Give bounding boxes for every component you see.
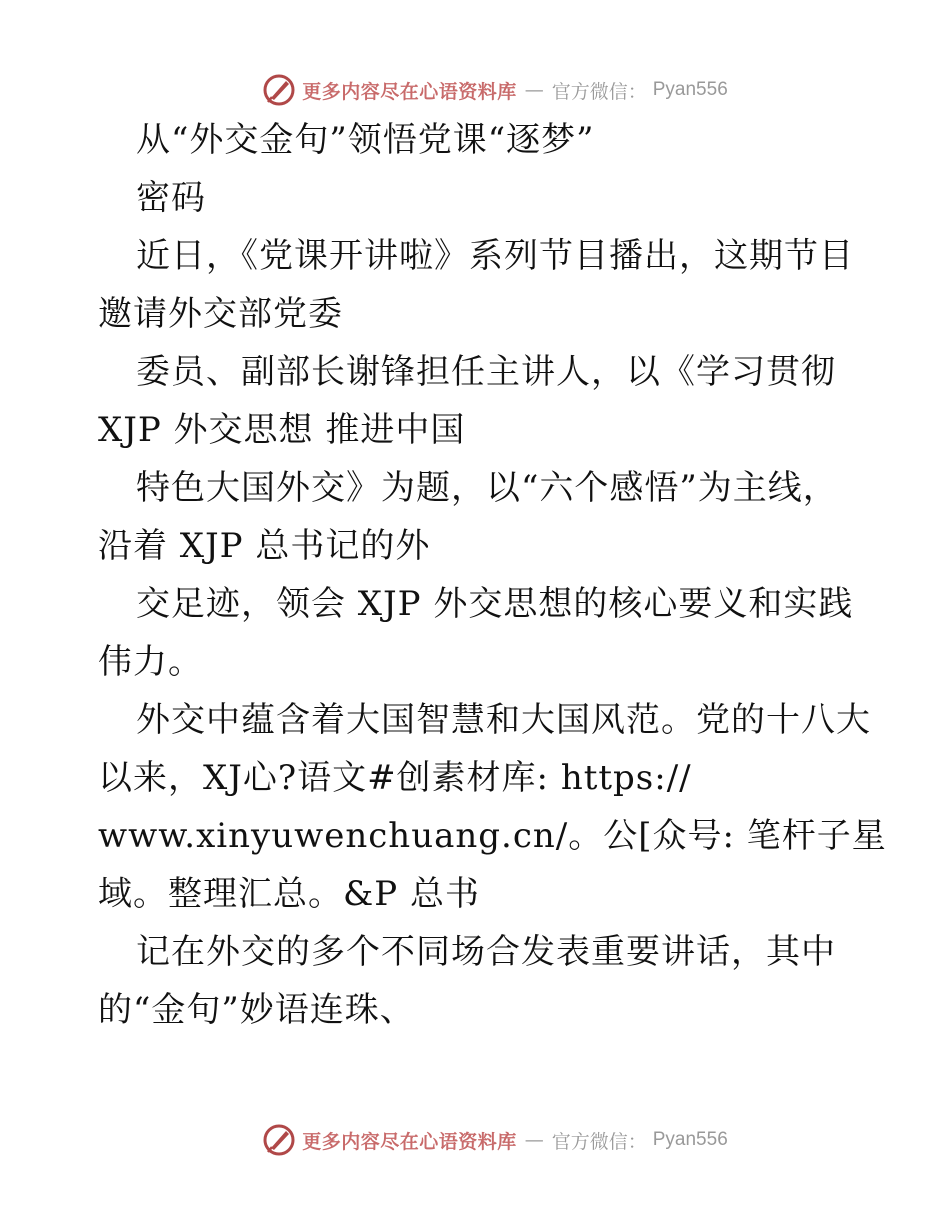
quill-logo-icon	[262, 73, 296, 107]
paragraph-line: 沿着 XJP 总书记的外	[98, 526, 431, 566]
document-title-line-1: 从“外交金句”领悟党课“逐梦”	[136, 120, 595, 160]
paragraph-line: 委员、副部长谢锋担任主讲人，以《学习贯彻	[136, 352, 836, 392]
quill-logo-icon	[262, 1123, 296, 1157]
banner-contact-id: Pyan556	[652, 79, 728, 100]
banner-brand-text: 更多内容尽在心语资料库	[302, 80, 517, 103]
banner-contact-label: 官方微信：	[551, 1130, 647, 1153]
paragraph-line: 外交中蕴含着大国智慧和大国风范。党的十八大	[136, 700, 871, 740]
header-banner	[0, 70, 950, 110]
footer-banner	[0, 1120, 950, 1160]
banner-contact-label: 官方微信：	[551, 80, 647, 103]
paragraph-line: 伟力。	[98, 642, 203, 682]
banner-separator: —	[524, 1129, 544, 1151]
banner-brand-text: 更多内容尽在心语资料库	[302, 1130, 517, 1153]
paragraph-line: 交足迹，领会 XJP 外交思想的核心要义和实践	[136, 584, 854, 624]
paragraph-line: 的“金句”妙语连珠、	[98, 990, 415, 1030]
document-title-line-2: 密码	[136, 178, 206, 218]
paragraph-line: 记在外交的多个不同场合发表重要讲话，其中	[136, 932, 836, 972]
paragraph-line: 邀请外交部党委	[98, 294, 343, 334]
banner-separator: —	[524, 79, 544, 101]
paragraph-line: 域。整理汇总。&P 总书	[98, 874, 480, 914]
paragraph-line: 近日，《党课开讲啦》系列节目播出，这期节目	[136, 236, 854, 276]
paragraph-line: 特色大国外交》为题，以“六个感悟”为主线，	[136, 468, 838, 508]
paragraph-line: XJP 外交思想 推进中国	[98, 410, 466, 450]
banner-contact-id: Pyan556	[652, 1129, 728, 1150]
paragraph-line: 以来，XJ心?语文#创素材库: https://	[98, 758, 692, 798]
paragraph-line: www.xinyuwenchuang.cn/。公[众号: 笔杆子星	[98, 816, 887, 856]
